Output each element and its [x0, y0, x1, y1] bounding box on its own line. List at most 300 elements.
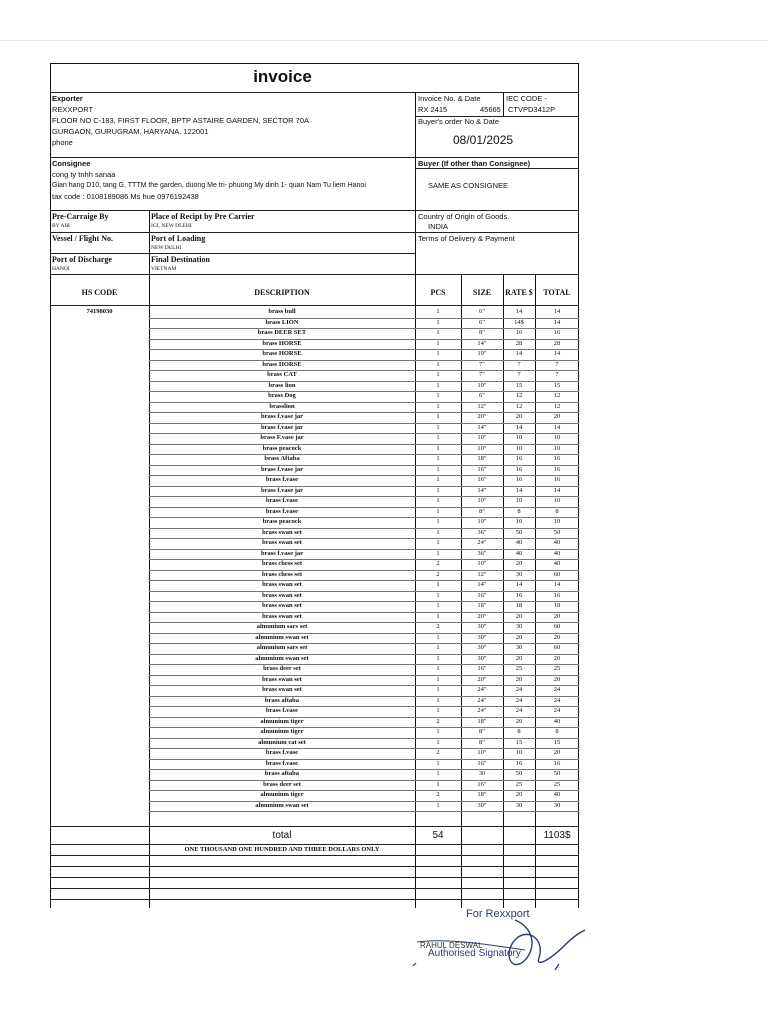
row-size: 30" [477, 654, 487, 662]
row-size: 10" [477, 749, 487, 756]
table-header-border [50, 305, 579, 306]
row-size: 10" [477, 381, 487, 389]
row-total: 16 [553, 329, 561, 336]
row-pcs: 1 [436, 602, 440, 609]
blank-row-divider [50, 888, 579, 889]
row-rate: 28 [515, 339, 523, 347]
row-size: 6" [479, 392, 485, 399]
row-total: 60 [553, 644, 561, 651]
row-size: 10" [477, 350, 487, 357]
blank-row-divider [50, 866, 579, 867]
header-hs-code: HS CODE [81, 288, 118, 297]
iec-code-label: IEC CODE - [506, 94, 547, 103]
place-receipt-value: IGI, NEW DLEHI [151, 223, 192, 229]
row-total: 20 [553, 749, 561, 756]
origin-label: Country of Origin of Goods. [418, 212, 510, 221]
row-pcs: 1 [436, 633, 440, 641]
row-pcs: 1 [436, 675, 440, 683]
buyer-order-label: Buyer's order No & Date [418, 117, 500, 126]
row-size: 16" [477, 759, 487, 767]
row-total: 10 [553, 434, 561, 441]
row-description: almunium tiger [260, 728, 304, 735]
row-rate: 30 [515, 801, 523, 809]
row-size: 24" [477, 539, 487, 546]
handwritten-signature [405, 910, 595, 980]
row-total: 24 [553, 686, 561, 693]
row-size: 6" [479, 308, 485, 315]
row-total: 60 [553, 623, 561, 630]
row-pcs: 1 [436, 686, 440, 693]
row-total: 10 [553, 518, 561, 525]
row-size: 6" [479, 318, 485, 326]
row-description: brass swan set [262, 581, 302, 588]
row-rate: 7 [517, 360, 521, 368]
row-pcs: 2 [436, 623, 440, 630]
total-pcs: 54 [432, 830, 444, 841]
row-description: brass swan set [262, 686, 302, 693]
row-description: almunium swan set [255, 633, 309, 641]
row-rate: 24 [515, 707, 523, 714]
row-total: 60 [553, 570, 561, 578]
row-size: 10" [477, 518, 487, 525]
row-pcs: 1 [436, 539, 440, 546]
row-size: 7" [479, 371, 485, 378]
row-description: brass HORSE [262, 339, 302, 347]
shipping-row2-divider [50, 253, 415, 254]
row-pcs: 1 [436, 528, 440, 536]
invoice-title: invoice [253, 67, 312, 86]
row-rate: 16 [515, 455, 523, 462]
row-pcs: 1 [436, 707, 440, 714]
row-total: 10 [553, 497, 561, 504]
row-size: 18" [477, 791, 487, 798]
row-pcs: 2 [436, 717, 440, 725]
row-rate: 20 [515, 612, 523, 620]
row-pcs: 1 [436, 339, 440, 347]
row-rate: 15 [515, 381, 523, 389]
total-label: total [272, 830, 292, 841]
row-pcs: 1 [436, 413, 440, 420]
row-size: 16" [477, 665, 487, 672]
row-description: brass aftaba [264, 770, 300, 777]
row-rate: 20 [515, 791, 523, 798]
row-pcs: 1 [436, 612, 440, 620]
row-rate: 20 [515, 633, 523, 641]
row-description: brass aftaba [264, 696, 300, 704]
row-pcs: 1 [436, 518, 440, 525]
row-total: 14 [553, 308, 561, 315]
row-size: 16" [477, 591, 487, 599]
row-pcs: 1 [436, 434, 440, 441]
buyer-label-underline [415, 168, 579, 169]
consignee-name: cong ty tnhh sanaa [52, 170, 116, 179]
row-total: 28 [553, 339, 561, 347]
port-discharge-value: HANOI [52, 266, 70, 272]
shipping-column-divider [149, 210, 150, 274]
exporter-address-line2: GURGAON, GURUGRAM, HARYANA. 122001 [52, 127, 209, 136]
row-total: 40 [553, 717, 561, 725]
row-rate: 10 [515, 497, 523, 504]
row-rate: 16 [515, 759, 523, 767]
row-description: brass f.vase [265, 497, 299, 504]
row-total: 25 [553, 665, 561, 672]
row-description: almunium tiger [260, 791, 304, 798]
invoice-number-secondary: 45665 [480, 105, 501, 114]
row-rate: 50 [515, 770, 523, 777]
row-rate: 20 [515, 560, 523, 567]
title-divider [50, 92, 579, 93]
row-size: 24" [477, 707, 487, 714]
row-size: 14" [477, 423, 487, 431]
header-size: SIZE [472, 288, 492, 297]
row-description: brass bull [268, 308, 296, 315]
row-pcs: 1 [436, 728, 440, 735]
row-total: 40 [553, 791, 561, 798]
row-size: 18" [477, 717, 487, 725]
row-rate: 25 [515, 780, 523, 788]
row-size: 16" [477, 780, 487, 788]
row-size: 14" [477, 486, 487, 494]
row-total: 16 [553, 455, 561, 462]
shipping-divider [50, 210, 579, 211]
row-size: 10" [477, 497, 487, 504]
row-description: brass f.vase [265, 476, 299, 483]
row-description: brass chess set [261, 570, 303, 578]
row-pcs: 1 [436, 738, 440, 746]
row-description: brass lion [268, 381, 296, 389]
row-total: 14 [553, 581, 561, 588]
exporter-label: Exporter [52, 94, 83, 103]
port-discharge-label: Port of Discharge [52, 255, 112, 264]
row-rate: 14 [515, 423, 523, 431]
row-pcs: 1 [436, 381, 440, 389]
row-description: almunium sars set [256, 623, 308, 630]
row-pcs: 1 [436, 423, 440, 431]
row-size: 24" [477, 686, 487, 693]
total-amount: 1103$ [543, 830, 571, 841]
row-pcs: 1 [436, 402, 440, 410]
buyer-value: SAME AS CONSIGNEE [428, 181, 509, 190]
row-rate: 16 [515, 329, 523, 336]
row-size: 8" [479, 329, 485, 336]
row-rate: 10 [515, 749, 523, 756]
row-rate: 7 [517, 371, 521, 378]
row-rate: 10 [515, 518, 523, 525]
pre-carriage-value: BY AIR [52, 223, 70, 229]
final-destination-value: VIETNAM [151, 266, 177, 272]
row-pcs: 1 [436, 476, 440, 483]
row-rate: 20 [515, 654, 523, 662]
row-total: 12 [553, 392, 561, 399]
row-pcs: 2 [436, 791, 440, 798]
row-description: brass f.vase jar [260, 486, 304, 494]
row-size: 18" [477, 455, 487, 462]
row-rate: 30 [515, 644, 523, 651]
blank-row-divider [50, 855, 579, 856]
exporter-address-line1: FLOOR NO C-183, FIRST FLOOR, BPTP ASTAIRE GARDEN, SECTOR 70A [52, 116, 310, 125]
row-rate: 15 [515, 738, 523, 746]
row-pcs: 1 [436, 654, 440, 662]
row-rate: 25 [515, 665, 523, 672]
header-rate: RATE $ [505, 288, 533, 297]
row-size: 20" [477, 612, 487, 620]
row-total: 16 [553, 591, 561, 599]
exporter-phone: phone [52, 138, 73, 147]
row-total: 7 [555, 371, 559, 378]
blank-row-divider [50, 877, 579, 878]
row-pcs: 1 [436, 486, 440, 494]
row-pcs: 1 [436, 696, 440, 704]
row-total: 24 [553, 696, 561, 704]
row-description: brass peacock [262, 518, 302, 525]
row-size: 12" [477, 570, 487, 578]
row-total: 40 [553, 549, 561, 557]
invoice-no-label: Invoice No. & Date [418, 94, 481, 103]
row-pcs: 1 [436, 581, 440, 588]
row-description: brass HORSE [262, 360, 302, 368]
consignee-address: Gian hang D10, tang G, TTTM the garden, duong Me tri- phuong My dinh 1- quan Nam Tu liem Hanoi [52, 182, 366, 189]
row-total: 20 [553, 612, 561, 620]
amount-in-words: ONE THOUSAND ONE HUNDRED AND THREE DOLLARS ONLY [184, 846, 380, 853]
pre-carriage-label: Pre-Carraige By [52, 212, 109, 221]
row-size: 10" [477, 444, 487, 452]
row-description: brass f.vase jar [260, 465, 304, 473]
row-description: almunium swan set [255, 801, 309, 809]
row-pcs: 1 [436, 665, 440, 672]
row-pcs: 1 [436, 318, 440, 326]
iec-divider [503, 92, 504, 116]
row-pcs: 1 [436, 308, 440, 315]
place-receipt-label: Place of Recipt by Pre Carrier [151, 212, 255, 221]
buyer-label: Buyer (If other than Consignee) [418, 159, 531, 168]
row-rate: 14 [515, 581, 523, 588]
row-size: 8" [479, 738, 485, 746]
row-size: 20" [477, 675, 487, 683]
row-description: brass f.vase jar [260, 549, 304, 557]
row-pcs: 1 [436, 507, 440, 515]
header-description: DESCRIPTION [254, 288, 310, 297]
row-description: brass swan set [262, 591, 302, 599]
row-rate: 20 [515, 675, 523, 683]
consignee-label: Consignee [52, 159, 91, 168]
row-total: 7 [555, 360, 559, 368]
row-rate: 50 [515, 528, 523, 536]
total-row-top [50, 826, 579, 827]
row-description: brass chess set [261, 560, 303, 567]
row-size: 8" [479, 728, 485, 735]
row-description: brass f.vase [265, 707, 299, 714]
row-size: 8" [479, 507, 485, 515]
row-description: brass swan set [262, 528, 302, 536]
row-total: 14 [553, 486, 561, 494]
row-size: 14" [477, 339, 487, 347]
row-description: almunium swan set [255, 654, 309, 662]
row-description: brass swan set [262, 675, 302, 683]
table-top-border [50, 274, 579, 275]
row-rate: 12 [515, 392, 523, 399]
row-total: 12 [553, 402, 561, 410]
row-total: 40 [553, 539, 561, 546]
row-rate: 40 [515, 539, 523, 546]
row-pcs: 1 [436, 360, 440, 368]
row-size: 36" [477, 549, 487, 557]
vessel-label: Vessel / Flight No. [52, 234, 114, 243]
row-description: brass f.vase [265, 749, 299, 756]
row-pcs: 1 [436, 644, 440, 651]
row-size: 10" [477, 434, 487, 441]
row-description: brass f.vase jar [260, 413, 304, 420]
row-pcs: 1 [436, 465, 440, 473]
signature-title: Authorised Signatory [428, 948, 521, 959]
row-rate: 14 [515, 486, 523, 494]
row-rate: 8 [517, 507, 521, 515]
row-description: brass swan set [262, 602, 302, 609]
row-description: brass f.vase jar [260, 423, 304, 431]
port-loading-value: NEW DELHI [151, 245, 182, 251]
row-pcs: 2 [436, 560, 440, 567]
row-pcs: 1 [436, 801, 440, 809]
origin-value: INDIA [428, 222, 449, 231]
row-rate: 16 [515, 465, 523, 473]
row-description: brass f.vase [265, 507, 299, 515]
row-size: 30" [477, 644, 487, 651]
row-description: brass f.vase [265, 759, 299, 767]
page-top-edge [0, 40, 768, 41]
iec-code-value: CTVPD3412P [508, 105, 556, 114]
row-total: 24 [553, 707, 561, 714]
row-description: brass deer set [263, 780, 301, 788]
row-pcs: 2 [436, 570, 440, 578]
row-pcs: 1 [436, 549, 440, 557]
row-size: 30" [477, 623, 487, 630]
row-total: 16 [553, 759, 561, 767]
row-size: 12" [477, 402, 487, 410]
header-column-divider [415, 92, 416, 274]
row-description: almunium tiger [260, 717, 304, 725]
row-total: 8 [555, 728, 559, 735]
row-description: almunium sars set [256, 644, 308, 651]
row-description: brasslion [269, 402, 295, 410]
row-size: 30" [477, 801, 487, 809]
row-total: 16 [553, 465, 561, 473]
row-size: 20" [477, 413, 487, 420]
header-total: TOTAL [543, 288, 571, 297]
row-description: almunium cat set [258, 738, 306, 746]
row-total: 50 [553, 528, 561, 536]
row-total: 20 [553, 675, 561, 683]
row-total: 15 [553, 738, 561, 746]
row-pcs: 1 [436, 392, 440, 399]
row-size: 7" [479, 360, 485, 368]
row-size: 16" [477, 476, 487, 483]
row-size: 16" [477, 465, 487, 473]
row-total: 50 [553, 770, 561, 777]
row-description: brass CAT [267, 371, 297, 378]
hs-code-value: 74198030 [86, 308, 113, 315]
row-total: 14 [553, 423, 561, 431]
row-total: 10 [553, 444, 561, 452]
consignee-tax-code: tax code : 0108189086 Ms hue 0976192438 [52, 192, 199, 201]
row-pcs: 2 [436, 749, 440, 756]
row-rate: 16 [515, 591, 523, 599]
row-description: brass peacock [262, 444, 302, 452]
row-total: 16 [553, 476, 561, 483]
row-description: brass swan set [262, 539, 302, 546]
signature-name: RAHUL DESWAL [420, 941, 483, 950]
row-total: 20 [553, 654, 561, 662]
row-rate: 8 [517, 728, 521, 735]
row-total: 20 [553, 413, 561, 420]
row-pcs: 1 [436, 497, 440, 504]
row-size: 36" [477, 528, 487, 536]
port-loading-label: Port of Loading [151, 234, 206, 243]
row-divider [149, 811, 579, 812]
row-size: 14" [477, 581, 487, 588]
row-description: brass HORSE [262, 350, 302, 357]
row-total: 40 [553, 560, 561, 567]
row-rate: 14$ [514, 318, 524, 326]
row-total: 15 [553, 381, 561, 389]
row-description: brass DEER SET [257, 329, 307, 336]
row-rate: 10 [515, 434, 523, 441]
final-destination-label: Final Destination [151, 255, 210, 264]
row-rate: 30 [515, 623, 523, 630]
row-pcs: 1 [436, 350, 440, 357]
row-description: brass Dog [268, 392, 296, 399]
row-total: 30 [553, 801, 561, 809]
row-rate: 16 [515, 476, 523, 483]
row-total: 8 [555, 507, 559, 515]
consignee-divider [50, 157, 579, 158]
row-pcs: 1 [436, 591, 440, 599]
row-description: brass F.vase jar [260, 434, 304, 441]
row-size: 24" [477, 696, 487, 704]
exporter-name: REXXPORT [52, 105, 94, 114]
row-total: 14 [553, 318, 561, 326]
row-rate: 10 [515, 444, 523, 452]
row-pcs: 1 [436, 329, 440, 336]
row-rate: 14 [515, 308, 523, 315]
row-size: 30 [478, 770, 486, 777]
signature-for: For Rexxport [466, 908, 530, 920]
row-pcs: 1 [436, 759, 440, 767]
invoice-number: RX 2415 [418, 105, 448, 114]
row-pcs: 1 [436, 455, 440, 462]
invoice-sheet [50, 63, 579, 908]
row-size: 10" [477, 560, 487, 567]
blank-row-divider [50, 899, 579, 900]
row-rate: 24 [515, 686, 523, 693]
row-rate: 14 [515, 350, 523, 357]
row-description: brass LION [265, 318, 299, 326]
row-total: 20 [553, 633, 561, 641]
row-description: brass Aftaba [264, 455, 300, 462]
row-pcs: 1 [436, 780, 440, 788]
row-size: 30" [477, 633, 487, 641]
shipping-row1-divider [50, 232, 579, 233]
row-rate: 24 [515, 696, 523, 704]
header-pcs: PCS [430, 288, 446, 297]
row-size: 18" [477, 602, 487, 609]
row-rate: 20 [515, 717, 523, 725]
row-total: 18 [553, 602, 561, 609]
row-rate: 20 [515, 413, 523, 420]
row-rate: 40 [515, 549, 523, 557]
row-total: 14 [553, 350, 561, 357]
row-pcs: 1 [436, 444, 440, 452]
row-total: 25 [553, 780, 561, 788]
row-pcs: 1 [436, 770, 440, 777]
